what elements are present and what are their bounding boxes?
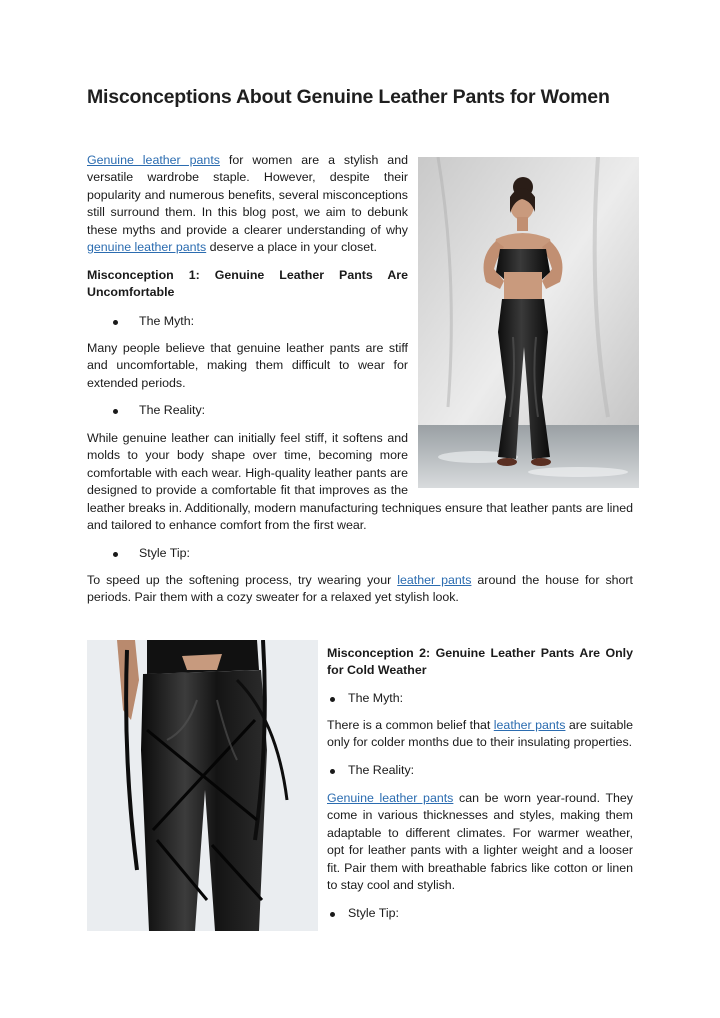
bullet-the-myth-1: The Myth: [113,313,313,331]
model-photo-leather-pants [418,157,639,488]
misconception-2-myth-text: There is a common belief that leather pants are suitable only for colder months due to their insulating properties. [327,718,633,750]
misconception-1-reality-text-a: While genuine leather can initially feel stiff, it softens and molds to your body shape over time, becoming more comfortable with each wear. High-quality leather pants are designed to provide a comfortable fit that improves as the [87,431,408,498]
misconception-1-myth-text: Many people believe that genuine leather pants are stiff and uncomfortable, making them difficult to wear for extended periods. [87,341,408,390]
intro-link-genuine-leather-pants-2[interactable]: genuine leather pants [87,240,207,255]
misconception-2-reality-text: Genuine leather pants can be worn year-round. They come in various thicknesses and styles, making them adaptable to different climates. For warmer weather, opt for leather pants with a lighter weight and a looser fit. Pair them with breathable fabrics like cotton or linen to stay cool and stylish. [327,791,633,893]
misconception-1-heading: Misconception 1: Genuine Leather Pants Are Uncomfortable [87,268,408,300]
misconception-1-style-tip-text: To speed up the softening process, try wearing your leather pants around the house for short periods. Pair them with a cozy sweater for a relaxed yet stylish look. [87,573,633,605]
intro-link-genuine-leather-pants[interactable]: Genuine leather pants [87,153,220,167]
bullet-dot-icon [330,769,335,774]
bullet-dot-icon [113,552,118,557]
bullet-the-reality-1: The Reality: [113,402,313,420]
reality-link-genuine-leather-pants[interactable]: Genuine leather pants [327,791,454,805]
intro-paragraph: Genuine leather pants for women are a stylish and versatile wardrobe staple. However, despite their popularity and numerous benefits, several misconceptions still surround them. In this blog post, we aim to debunk these myths and provide a clearer understanding of why genuine leather pants deserve a place in your closet. [87,153,408,255]
style-tip-link-leather-pants[interactable]: leather pants [397,573,472,587]
page-title: Misconceptions About Genuine Leather Pants for Women [87,86,610,108]
bullet-dot-icon [113,320,118,325]
bullet-dot-icon [330,697,335,702]
bullet-dot-icon [330,912,335,917]
leather-pants-back-photo [87,640,318,931]
bullet-the-reality-2: The Reality: [330,762,530,780]
myth-link-leather-pants[interactable]: leather pants [493,718,566,732]
bullet-the-myth-2: The Myth: [330,690,530,708]
misconception-1-reality-text-b: leather breaks in. Additionally, modern manufacturing techniques ensure that leather pants are lined and tailored to enhance comfort from the first wear. [87,501,633,533]
bullet-dot-icon [113,409,118,414]
misconception-2-heading: Misconception 2: Genuine Leather Pants Are Only for Cold Weather [327,646,633,678]
bullet-style-tip-2: Style Tip: [330,905,530,923]
bullet-style-tip-1: Style Tip: [113,545,313,563]
